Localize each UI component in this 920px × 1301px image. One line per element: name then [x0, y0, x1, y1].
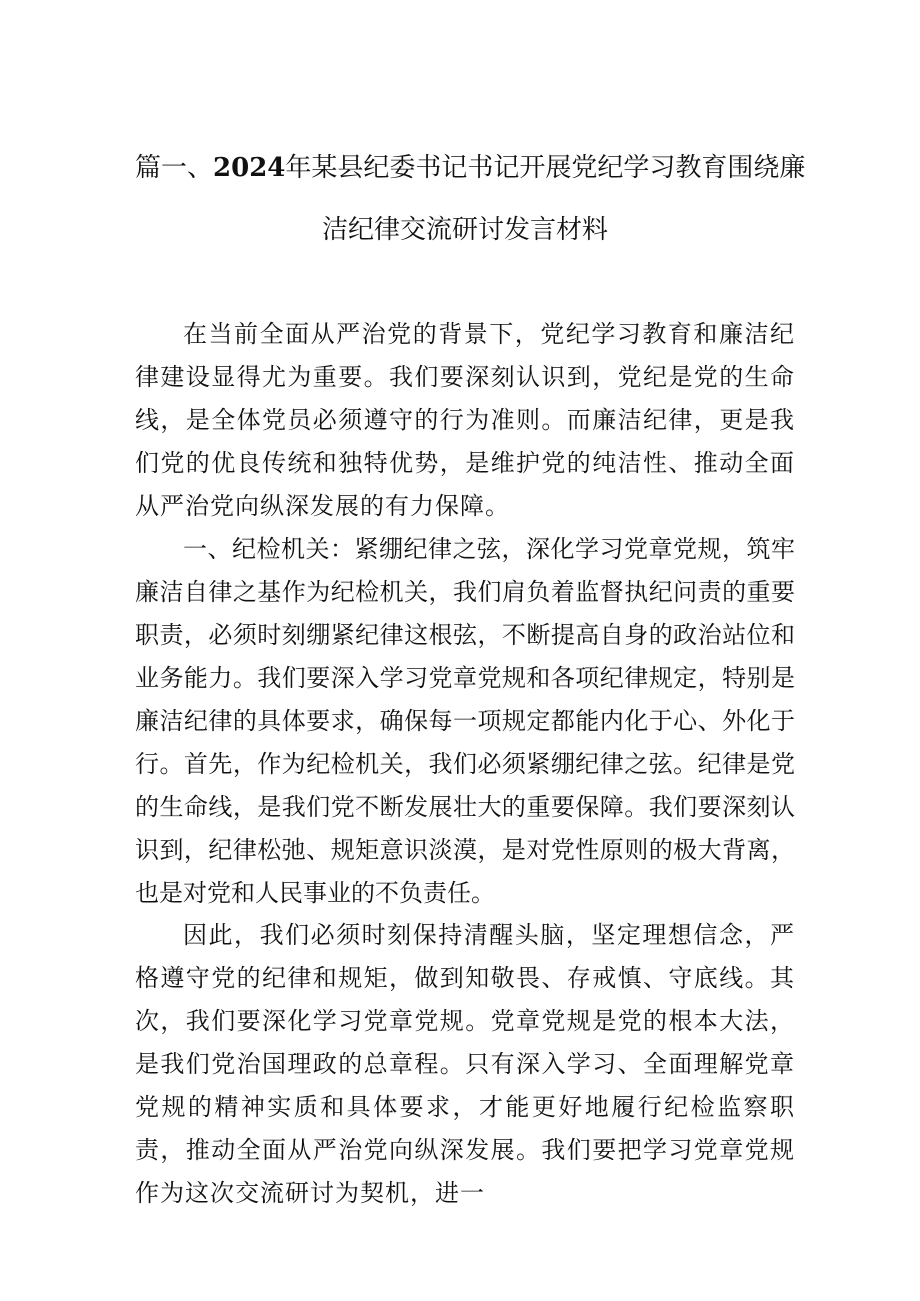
- title-year: 2024: [213, 153, 286, 183]
- document-title-line-1: [135, 150, 806, 186]
- section-one-paragraph: 一、纪检机关：紧绷纪律之弦，深化学习党章党规，筑牢廉洁自律之基作为纪检机关，我们肩负着监督执纪问责的重要职责，必须时刻绷紧纪律这根弦，不断提高自身的政治站位和业务能力。我们要深入学习党章党规和各项纪律规定，特别是廉洁纪律的具体要求，确保每一项规定都能内化于心、外化于行。首先，作为纪检机关，我们必须紧绷纪律之弦。纪律是党的生命线，是我们党不断发展壮大的重要保障。我们要深刻认识到，纪律松弛、规矩意识淡漠，是对党性原则的极大背离，也是对党和人民事业的不负责任。: [135, 535, 795, 907]
- title-prefix: 篇一、: [135, 153, 214, 183]
- intro-paragraph: 在当前全面从严治党的背景下，党纪学习教育和廉洁纪律建设显得尤为重要。我们要深刻认识到，党纪是党的生命线，是全体党员必须遵守的行为准则。而廉洁纪律，更是我们党的优良传统和独特优势，是维护党的纯洁性、推动全面从严治党向纵深发展的有力保障。: [135, 320, 795, 520]
- therefore-paragraph: 因此，我们必须时刻保持清醒头脑，坚定理想信念，严格遵守党的纪律和规矩，做到知敬畏、存戒慎、守底线。其次，我们要深化学习党章党规。党章党规是党的根本大法，是我们党治国理政的总章程。只有深入学习、全面理解党章党规的精神实质和具体要求，才能更好地履行纪检监察职责，推动全面从严治党向纵深发展。我们要把学习党章党规作为这次交流研讨为契机，进一: [135, 921, 795, 1207]
- title-rest: 年某县纪委书记书记开展党纪学习教育围绕廉: [285, 153, 806, 183]
- document-title-line-2: 洁纪律交流研讨发言材料: [321, 215, 608, 245]
